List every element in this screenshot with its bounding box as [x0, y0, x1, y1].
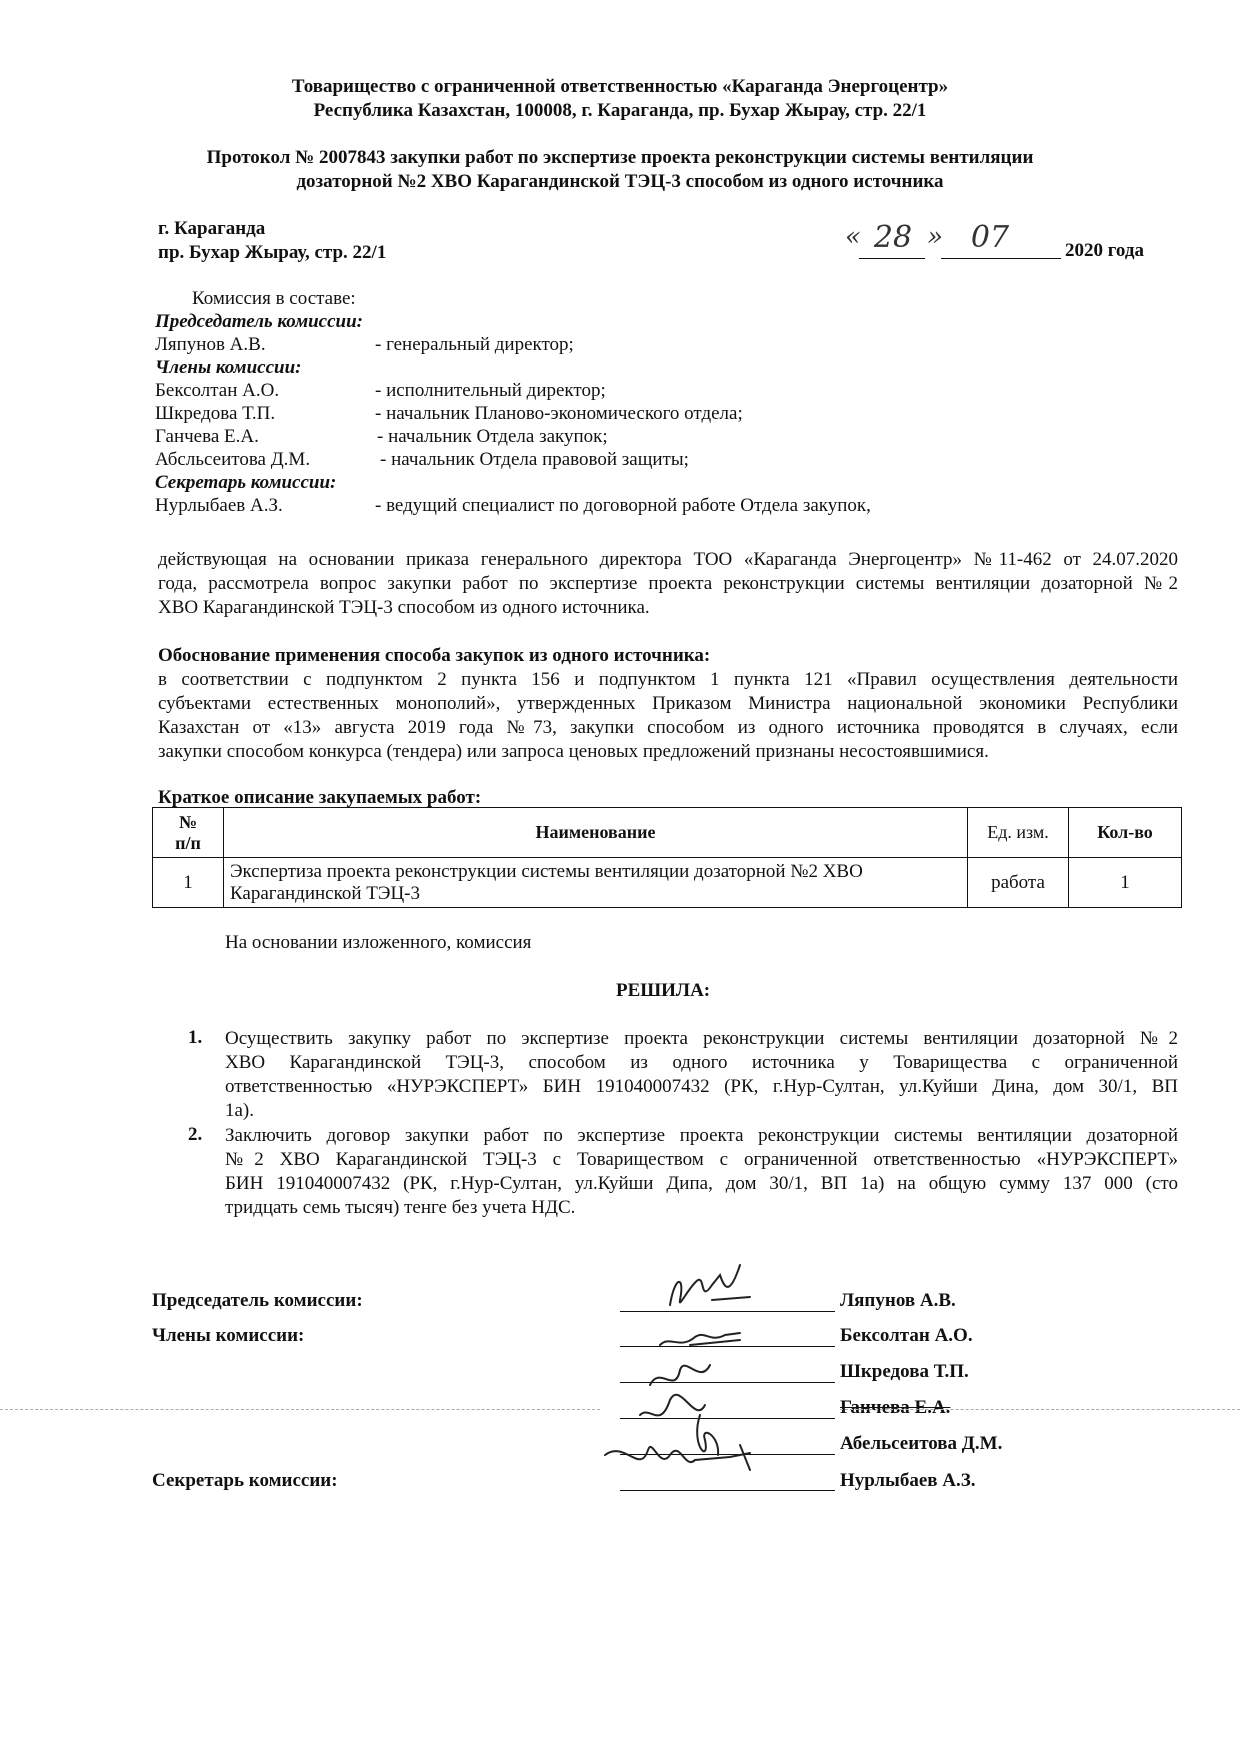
decision-number: 2.	[188, 1124, 203, 1145]
row-unit: работа	[968, 858, 1069, 908]
member-role: - начальник Планово-экономического отдела;	[375, 403, 743, 424]
paragraph-line: тридцать семь тысяч) тенге без учета НДС.	[225, 1197, 576, 1218]
member-name: Абсльсеитова Д.М.	[155, 449, 311, 470]
paragraph-line: Заключить договор закупки работ по экспертизе проекта реконструкции системы вентиляции дозаторной	[225, 1125, 1178, 1146]
date-day-underline	[859, 258, 925, 259]
member-name: Бексолтан А.О.	[155, 380, 280, 401]
place-city: г. Караганда	[158, 218, 266, 239]
date-day: 28	[873, 220, 913, 255]
place-street: пр. Бухар Жырау, стр. 22/1	[158, 242, 387, 263]
commission-intro: Комиссия в составе:	[192, 288, 356, 309]
date-close-quote: »	[927, 222, 943, 252]
member-role: - исполнительный директор;	[375, 380, 606, 401]
date-year: 2020 года	[1065, 240, 1144, 261]
table-header-row	[153, 808, 1182, 858]
organization-address: Республика Казахстан, 100008, г. Караганда, пр. Бухар Жырау, стр. 22/1	[313, 100, 927, 121]
scan-artifact-line	[0, 1409, 600, 1410]
signatory-name: Бексолтан А.О.	[840, 1325, 973, 1346]
signature-stroke	[605, 1445, 750, 1470]
chair-name: Ляпунов А.В.	[155, 334, 266, 355]
handwritten-signatures	[600, 1255, 840, 1505]
signature-stroke	[660, 1333, 740, 1345]
signatory-name: Ляпунов А.В.	[840, 1290, 956, 1311]
paragraph-line: №2 ХВО Карагандинской ТЭЦ-3 с Товариществом с ограниченной ответственностью «НУРЭКСПЕРТ»	[225, 1149, 1178, 1170]
signatory-name: Абельсеитова Д.М.	[840, 1433, 1003, 1454]
column-header-num-line1: №	[178, 811, 198, 832]
paragraph-line: Казахстан от «13» августа 2019 года №73, закупки способом из одного источника проводятся в случаях, если	[158, 717, 1178, 738]
paragraph-line: действующая на основании приказа генерального директора ТОО «Караганда Энергоцентр» №11-462 от 24.07.2020	[158, 549, 1178, 570]
paragraph-line: субъектами естественных монополий», утвержденных Приказом Министра национальной экономики Республики	[158, 693, 1178, 714]
justification-paragraph	[158, 668, 1178, 764]
signatory-name: Нурлыбаев А.З.	[840, 1470, 976, 1491]
member-name: Шкредова Т.П.	[155, 403, 276, 424]
column-header-qty: Кол-во	[1069, 808, 1182, 858]
paragraph-line: года, рассмотрела вопрос закупки работ по экспертизе проекта реконструкции системы вентиляции дозаторной №2	[158, 573, 1178, 594]
member-role: - начальник Отдела закупок;	[377, 426, 608, 447]
table-row	[153, 858, 1182, 908]
justification-heading: Обоснование применения способа закупок из одного источника:	[158, 645, 711, 666]
row-num: 1	[153, 858, 224, 908]
decided-heading: РЕШИЛА:	[616, 980, 711, 1001]
paragraph-line: ответственностью «НУРЭКСПЕРТ» БИН 191040007432 (РК, г.Нур-Султан, ул.Куйши Дина, дом 30/1, ВП	[225, 1076, 1178, 1097]
signature-stroke	[670, 1265, 750, 1305]
paragraph-line: закупки способом конкурса (тендера) или запроса ценовых предложений признаны несостоявшимися.	[158, 741, 989, 762]
signature-stroke	[697, 1415, 718, 1455]
member-role: - начальник Отдела правовой защиты;	[380, 449, 689, 470]
sig-secretary-label: Секретарь комиссии:	[152, 1470, 338, 1491]
basis-paragraph	[158, 548, 1178, 620]
organization-name: Товарищество с ограниченной ответственностью «Караганда Энергоцентр»	[291, 76, 949, 97]
sig-members-label: Члены комиссии:	[152, 1325, 305, 1346]
signatory-name: Ганчева Е.А.	[840, 1397, 951, 1418]
row-name-line1: Экспертиза проекта реконструкции системы вентиляции дозаторной №2 ХВО	[230, 860, 863, 882]
decision-number: 1.	[188, 1027, 203, 1048]
works-table	[152, 807, 1182, 908]
paragraph-line: ХВО Карагандинской ТЭЦ-3 способом из одного источника.	[158, 597, 650, 618]
paragraph-line: БИН 191040007432 (РК, г.Нур-Султан, ул.Куйши Дипа, дом 30/1, ВП 1а) на общую сумму 137 000 (сто	[225, 1173, 1178, 1194]
decision-item	[225, 1027, 1178, 1123]
row-name-line2: Карагандинской ТЭЦ-3	[230, 882, 420, 904]
date-open-quote: «	[845, 222, 861, 252]
column-header-num	[153, 808, 224, 858]
secretary-heading: Секретарь комиссии:	[155, 472, 337, 493]
chair-heading: Председатель комиссии:	[155, 311, 363, 332]
paragraph-line: в соответствии с подпунктом 2 пункта 156 и подпунктом 1 пункта 121 «Правил осуществления деятельности	[158, 669, 1178, 690]
scan-artifact-line	[840, 1409, 1240, 1410]
members-heading: Члены комиссии:	[155, 357, 302, 378]
protocol-title-line1: Протокол № 2007843 закупки работ по экспертизе проекта реконструкции системы вентиляции	[206, 147, 1034, 168]
sig-chair-label: Председатель комиссии:	[152, 1290, 363, 1311]
chair-role: - генеральный директор;	[375, 334, 574, 355]
paragraph-line: Осуществить закупку работ по экспертизе проекта реконструкции системы вентиляции дозаторной №2	[225, 1028, 1178, 1049]
paragraph-line: ХВО Карагандинской ТЭЦ-3, способом из одного источника у Товарищества с ограниченной	[225, 1052, 1178, 1073]
secretary-name: Нурлыбаев А.З.	[155, 495, 283, 516]
signatory-name: Шкредова Т.П.	[840, 1361, 969, 1382]
protocol-date	[845, 222, 1155, 262]
row-name	[224, 858, 968, 908]
decision-item	[225, 1124, 1178, 1220]
date-month-underline	[941, 258, 1061, 259]
row-qty: 1	[1069, 858, 1182, 908]
date-month: 07	[970, 220, 1010, 255]
column-header-unit: Ед. изм.	[968, 808, 1069, 858]
works-heading: Краткое описание закупаемых работ:	[158, 787, 482, 808]
signature-stroke	[640, 1365, 710, 1415]
member-name: Ганчева Е.А.	[155, 426, 259, 447]
secretary-role: - ведущий специалист по договорной работе Отдела закупок,	[375, 495, 871, 516]
conclusion-intro: На основании изложенного, комиссия	[225, 932, 532, 953]
protocol-title-line2: дозаторной №2 ХВО Карагандинской ТЭЦ-3 способом из одного источника	[296, 171, 944, 192]
column-header-name: Наименование	[224, 808, 968, 858]
paragraph-line: 1а).	[225, 1100, 255, 1121]
column-header-num-line2: п/п	[175, 832, 201, 853]
